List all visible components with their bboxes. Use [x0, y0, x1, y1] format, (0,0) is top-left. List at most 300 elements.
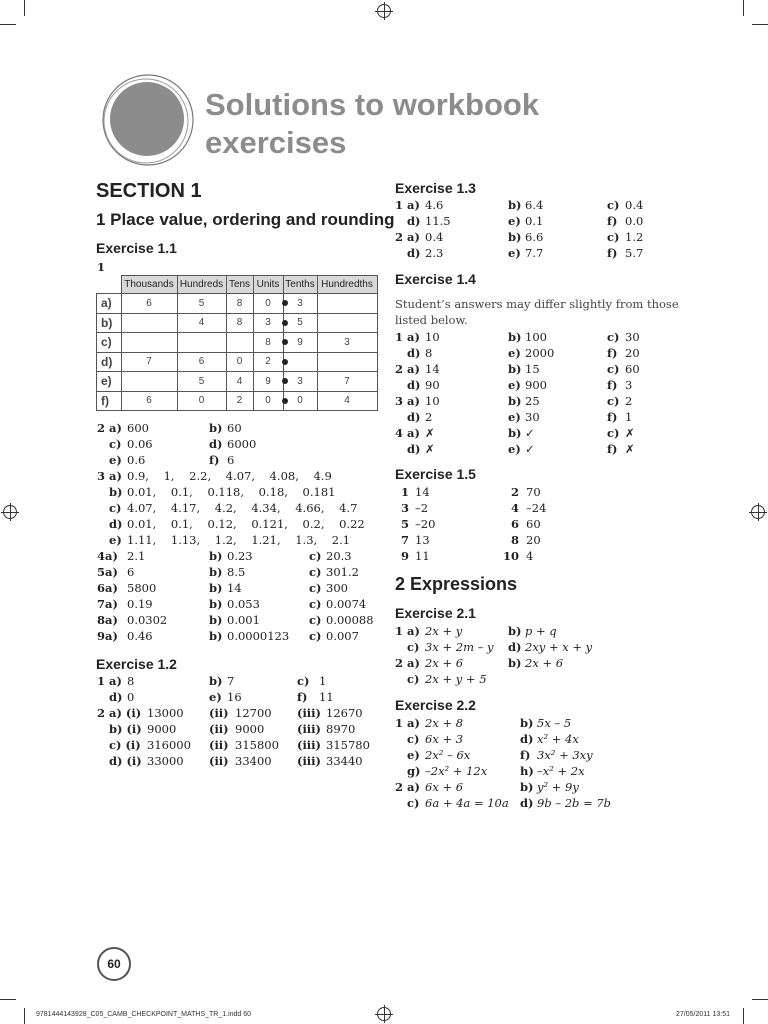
answer-value: 0.001 [227, 613, 260, 627]
part-label: d) [520, 796, 534, 810]
part-label: d) [209, 437, 223, 451]
part-label: b) [209, 613, 223, 627]
table-cell: 3 [253, 313, 283, 333]
part-label: b) [508, 198, 522, 212]
answer-value: 5800 [127, 581, 157, 595]
answer-expression: 2x + y [425, 624, 463, 638]
part-label: c) [297, 674, 310, 688]
answer-value: 8 [425, 346, 433, 360]
question-number: 1 [395, 624, 404, 638]
table-cell: 9 [283, 333, 317, 353]
part-label: f) [607, 378, 618, 392]
part-label: b) (i) [109, 722, 142, 736]
answer-value: 301.2 [326, 565, 359, 579]
question-number: 4 [97, 549, 106, 563]
answer-value: 1.11, 1.13, 1.2, 1.21, 1.3, 2.1 [127, 533, 351, 547]
crop-mark [743, 0, 744, 16]
decimal-point [282, 378, 288, 384]
answer-expression: 9b – 2b = 7b [537, 796, 612, 810]
answer-expression: –2x² + 12x [425, 764, 488, 778]
answer-value: 600 [127, 421, 149, 435]
table-cell: 7 [317, 372, 377, 392]
part-label: b) [520, 780, 534, 794]
part-label: c) [309, 597, 322, 611]
exercise-heading: Exercise 2.1 [395, 605, 476, 621]
answer-expression: 2x + 6 [425, 656, 464, 670]
table-cell: 0 [253, 391, 283, 411]
registration-mark-icon [751, 505, 765, 519]
answer-value: 12700 [235, 706, 272, 720]
row-label: f) [97, 391, 122, 411]
table-header: Thousands [121, 276, 177, 294]
footer-timestamp: 27/05/2011 13:51 [676, 1011, 730, 1018]
answer-value: 60 [227, 421, 242, 435]
table-cell [121, 372, 177, 392]
part-label: a) [407, 716, 420, 730]
answer-value: 60 [625, 362, 640, 376]
table-cell: 6 [121, 294, 177, 314]
table-cell: 3 [283, 372, 317, 392]
answer-value: 4 [526, 549, 534, 563]
part-label: a) [407, 656, 420, 670]
part-label: d) [407, 214, 421, 228]
answer-expression: 5x – 5 [537, 716, 572, 730]
table-row [97, 294, 378, 314]
question-number: 2 [97, 706, 106, 720]
answer-value: ✗ [625, 442, 635, 456]
crop-mark [0, 999, 16, 1000]
answer-value: 0.6 [127, 453, 146, 467]
table-cell [317, 313, 377, 333]
answer-value: 33000 [147, 754, 184, 768]
table-cell: 3 [317, 333, 377, 353]
table-cell: 0 [226, 352, 253, 372]
part-label: a) [105, 613, 118, 627]
answer-value: 0.4 [425, 230, 444, 244]
answer-value: 8970 [326, 722, 356, 736]
answer-value: –20 [415, 517, 436, 531]
answer-value: 0.007 [326, 629, 359, 643]
note-text [395, 296, 679, 328]
answer-value: 14 [425, 362, 440, 376]
part-label: e) [508, 442, 521, 456]
answer-value: 15 [525, 362, 540, 376]
part-label: d) [407, 246, 421, 260]
answer-value: 1.2 [625, 230, 644, 244]
answer-expression: 2x + 6 [525, 656, 564, 670]
part-label: e) [508, 246, 521, 260]
part-label: b) [209, 597, 223, 611]
part-label: d) [520, 732, 534, 746]
answer-value: 0.23 [227, 549, 253, 563]
part-label: h) [520, 764, 534, 778]
table-header: Hundreds [177, 276, 226, 294]
answer-value: 90 [425, 378, 440, 392]
answer-value: 8.5 [227, 565, 246, 579]
answer-value: 2.1 [127, 549, 146, 563]
registration-mark-icon [377, 4, 391, 18]
answer-value: 5.7 [625, 246, 644, 260]
part-label: c) [109, 501, 122, 515]
answer-value: 20.3 [326, 549, 352, 563]
part-label: a) (i) [109, 706, 142, 720]
answer-value: 33400 [235, 754, 272, 768]
part-label: c) [607, 426, 620, 440]
crop-mark [0, 24, 16, 25]
answer-expression: 2xy + x + y [525, 640, 593, 654]
part-label: c) [309, 581, 322, 595]
answer-value: 7 [227, 674, 235, 688]
part-label: e) [508, 410, 521, 424]
question-number: 8 [97, 613, 106, 627]
answer-value: 3 [625, 378, 633, 392]
table-cell: 2 [226, 391, 253, 411]
table-cell: 6 [121, 391, 177, 411]
answer-value: 0.01, 0.1, 0.12, 0.121, 0.2, 0.22 [127, 517, 365, 531]
subsection-heading: 1 Place value, ordering and rounding [96, 210, 395, 229]
table-cell: 9 [253, 372, 283, 392]
answer-value: 0.0302 [127, 613, 168, 627]
decimal-point [282, 359, 288, 365]
part-label: a) [109, 674, 122, 688]
row-label: e) [97, 372, 122, 392]
table-row [97, 352, 378, 372]
part-label: e) [407, 748, 420, 762]
part-label: a) [109, 469, 122, 483]
part-label: f) [209, 453, 220, 467]
answer-value: 6.4 [525, 198, 544, 212]
answer-expression: x² + 4x [537, 732, 579, 746]
answer-value: 7.7 [525, 246, 544, 260]
answer-value: 2 [425, 410, 433, 424]
table-row [97, 333, 378, 353]
row-label: b) [97, 313, 122, 333]
question-number: 2 [395, 656, 404, 670]
answer-value: 2.3 [425, 246, 444, 260]
part-label: b) [508, 394, 522, 408]
table-row [97, 391, 378, 411]
table-cell [121, 313, 177, 333]
table-header: Tens [226, 276, 253, 294]
part-label: (ii) [209, 754, 229, 768]
part-label: e) [209, 690, 222, 704]
part-label: f) [607, 346, 618, 360]
table-header: Units [253, 276, 283, 294]
exercise-heading: Exercise 1.3 [395, 180, 476, 196]
table-corner [97, 276, 122, 294]
part-label: c) [309, 549, 322, 563]
answer-expression: 6a + 4a = 10a [425, 796, 509, 810]
part-label: b) [209, 421, 223, 435]
part-label: d) [407, 410, 421, 424]
question-number: 2 [395, 362, 404, 376]
part-label: a) [105, 565, 118, 579]
table-cell: 0 [177, 391, 226, 411]
part-label: c) [607, 362, 620, 376]
answer-value: ✓ [525, 442, 535, 456]
answer-value: 10 [425, 394, 440, 408]
part-label: b) [209, 674, 223, 688]
part-label: b) [109, 485, 123, 499]
answer-value: 11.5 [425, 214, 451, 228]
crop-mark [752, 24, 768, 25]
answer-expression: 3x² + 3xy [537, 748, 593, 762]
crop-mark [743, 1008, 744, 1024]
section-heading: SECTION 1 [96, 180, 202, 202]
answer-value: 0.19 [127, 597, 153, 611]
answer-value: 4.6 [425, 198, 444, 212]
answer-value: 0.06 [127, 437, 153, 451]
part-label: b) [209, 549, 223, 563]
registration-mark-icon [377, 1007, 391, 1021]
question-number: 5 [97, 565, 106, 579]
answer-value: 60 [526, 517, 541, 531]
table-cell: 4 [317, 391, 377, 411]
table-header: Hundredths [317, 276, 377, 294]
table-header: Tenths [283, 276, 317, 294]
question-number: 8 [510, 533, 519, 547]
table-cell: 8 [253, 333, 283, 353]
question-number: 2 [395, 230, 404, 244]
exercise-heading: Exercise 1.1 [96, 240, 177, 256]
answer-value: 0.0 [625, 214, 644, 228]
question-number: 2 [510, 485, 519, 499]
question-number: 5 [400, 517, 409, 531]
row-label: d) [97, 352, 122, 372]
question-number: 4 [510, 501, 519, 515]
section-heading: 2 Expressions [395, 574, 518, 594]
part-label: d) (i) [109, 754, 142, 768]
answer-value: 6 [227, 453, 235, 467]
answer-value: 4.07, 4.17, 4.2, 4.34, 4.66, 4.7 [127, 501, 358, 515]
answer-value: 1 [625, 410, 633, 424]
answer-value: ✗ [425, 426, 435, 440]
chapter-circle-icon [94, 70, 204, 170]
part-label: e) [508, 214, 521, 228]
question-number: 9 [400, 549, 409, 563]
part-label: c) [607, 198, 620, 212]
part-label: b) [508, 330, 522, 344]
question-number: 7 [97, 597, 106, 611]
answer-value: 0.0000123 [227, 629, 290, 643]
question-number: 3 [395, 394, 404, 408]
footer-filename: 9781444143928_C05_CAMB_CHECKPOINT_MATHS_TR_1.indd 60 [36, 1011, 252, 1018]
answer-value: 0.1 [525, 214, 544, 228]
answer-expression: –x² + 2x [537, 764, 585, 778]
question-number: 2 [395, 780, 404, 794]
exercise-heading: Exercise 1.2 [96, 656, 177, 672]
table-cell: 4 [226, 372, 253, 392]
exercise-heading: Exercise 1.5 [395, 466, 476, 482]
answer-value: 13 [415, 533, 430, 547]
crop-mark [24, 0, 25, 16]
table-cell [317, 294, 377, 314]
part-label: d) [109, 690, 123, 704]
answer-value: 14 [415, 485, 430, 499]
answer-value: 0.4 [625, 198, 644, 212]
answer-value: 6 [127, 565, 135, 579]
answer-value: 20 [526, 533, 541, 547]
answer-value: 33440 [326, 754, 363, 768]
answer-value: ✓ [525, 426, 535, 440]
part-label: c) [309, 629, 322, 643]
crop-mark [24, 1008, 25, 1024]
part-label: f) [297, 690, 308, 704]
part-label: b) [209, 629, 223, 643]
table-cell: 3 [283, 294, 317, 314]
question-number: 2 [97, 421, 106, 435]
answer-expression: 2x² – 6x [425, 748, 471, 762]
answer-value: 0 [127, 690, 135, 704]
question-number: 1 [97, 260, 106, 274]
table-cell [121, 333, 177, 353]
answer-value: ✗ [425, 442, 435, 456]
part-label: e) [508, 378, 521, 392]
part-label: a) [407, 362, 420, 376]
part-label: a) [105, 597, 118, 611]
part-label: b) [508, 656, 522, 670]
part-label: (ii) [209, 706, 229, 720]
answer-value: 10 [425, 330, 440, 344]
part-label: (iii) [297, 706, 321, 720]
part-label: f) [520, 748, 531, 762]
row-label: c) [97, 333, 122, 353]
table-cell: 0 [283, 391, 317, 411]
note-line: listed below. [395, 313, 468, 327]
part-label: b) [520, 716, 534, 730]
part-label: f) [607, 442, 618, 456]
page-number: 60 [107, 957, 121, 971]
answer-expression: y² + 9y [537, 780, 579, 794]
place-value-table [96, 275, 378, 411]
part-label: f) [607, 214, 618, 228]
table-cell [317, 352, 377, 372]
part-label: c) [309, 613, 322, 627]
question-number: 7 [400, 533, 409, 547]
part-label: c) [607, 230, 620, 244]
table-cell: 7 [121, 352, 177, 372]
title-line: exercises [205, 125, 347, 160]
table-cell: 4 [177, 313, 226, 333]
answer-value: ✗ [625, 426, 635, 440]
answer-value: 25 [525, 394, 540, 408]
question-number: 3 [97, 469, 106, 483]
part-label: (iii) [297, 754, 321, 768]
page-number-badge [97, 947, 131, 981]
answer-value: 9000 [147, 722, 177, 736]
answer-value: 6000 [227, 437, 257, 451]
part-label: c) [109, 437, 122, 451]
answer-value: 900 [525, 378, 547, 392]
answer-value: 20 [625, 346, 640, 360]
registration-mark-icon [3, 505, 17, 519]
answer-value: 0.9, 1, 2.2, 4.07, 4.08, 4.9 [127, 469, 332, 483]
part-label: a) [407, 330, 420, 344]
part-label: d) [407, 378, 421, 392]
answer-value: 2000 [525, 346, 555, 360]
answer-value: 13000 [147, 706, 184, 720]
part-label: (iii) [297, 722, 321, 736]
part-label: a) [105, 629, 118, 643]
part-label: (iii) [297, 738, 321, 752]
question-number: 1 [400, 485, 409, 499]
question-number: 9 [97, 629, 106, 643]
part-label: f) [607, 410, 618, 424]
table-cell: 5 [283, 313, 317, 333]
answer-value: 0.00088 [326, 613, 374, 627]
question-number: 1 [395, 716, 404, 730]
table-cell: 5 [177, 372, 226, 392]
part-label: d) [407, 442, 421, 456]
answer-value: 8 [127, 674, 135, 688]
answer-value: 11 [319, 690, 334, 704]
answer-value: 0.053 [227, 597, 260, 611]
answer-value: 1 [319, 674, 327, 688]
part-label: e) [109, 533, 122, 547]
answer-value: 300 [326, 581, 348, 595]
part-label: a) [407, 394, 420, 408]
table-cell [283, 352, 317, 372]
answer-value: 2 [625, 394, 633, 408]
answer-value: 316000 [147, 738, 191, 752]
part-label: d) [407, 346, 421, 360]
part-label: a) [109, 421, 122, 435]
part-label: e) [508, 346, 521, 360]
table-row [97, 313, 378, 333]
answer-value: 0.46 [127, 629, 153, 643]
title-line: Solutions to workbook [205, 87, 540, 122]
crop-mark [752, 999, 768, 1000]
part-label: b) [508, 230, 522, 244]
question-number: 10 [502, 549, 519, 563]
answer-value: 315780 [326, 738, 370, 752]
part-label: b) [508, 426, 522, 440]
part-label: (ii) [209, 738, 229, 752]
note-line: Student’s answers may differ slightly from those [395, 297, 679, 311]
answer-value: 30 [525, 410, 540, 424]
answer-value: 0.01, 0.1, 0.118, 0.18, 0.181 [127, 485, 336, 499]
part-label: c) [309, 565, 322, 579]
page-title [205, 86, 539, 162]
answer-expression: 6x + 6 [425, 780, 464, 794]
answer-value: 30 [625, 330, 640, 344]
answer-value: 14 [227, 581, 242, 595]
question-number: 1 [395, 330, 404, 344]
part-label: c) [607, 394, 620, 408]
table-cell: 0 [253, 294, 283, 314]
part-label: a) [407, 230, 420, 244]
part-label: b) [508, 624, 522, 638]
answer-value: 315800 [235, 738, 279, 752]
part-label: a) [105, 549, 118, 563]
table-cell [226, 333, 253, 353]
part-label: d) [109, 517, 123, 531]
answer-value: 0.0074 [326, 597, 367, 611]
answer-value: 11 [415, 549, 430, 563]
answer-expression: 2x + 8 [425, 716, 464, 730]
part-label: a) [407, 426, 420, 440]
decimal-point [282, 339, 288, 345]
table-cell [177, 333, 226, 353]
answer-expression: 6x + 3 [425, 732, 464, 746]
part-label: a) [407, 624, 420, 638]
answer-value: 6.6 [525, 230, 544, 244]
part-label: f) [607, 246, 618, 260]
answer-value: 12670 [326, 706, 363, 720]
question-number: 1 [395, 198, 404, 212]
part-label: c) [407, 732, 420, 746]
table-cell: 8 [226, 294, 253, 314]
